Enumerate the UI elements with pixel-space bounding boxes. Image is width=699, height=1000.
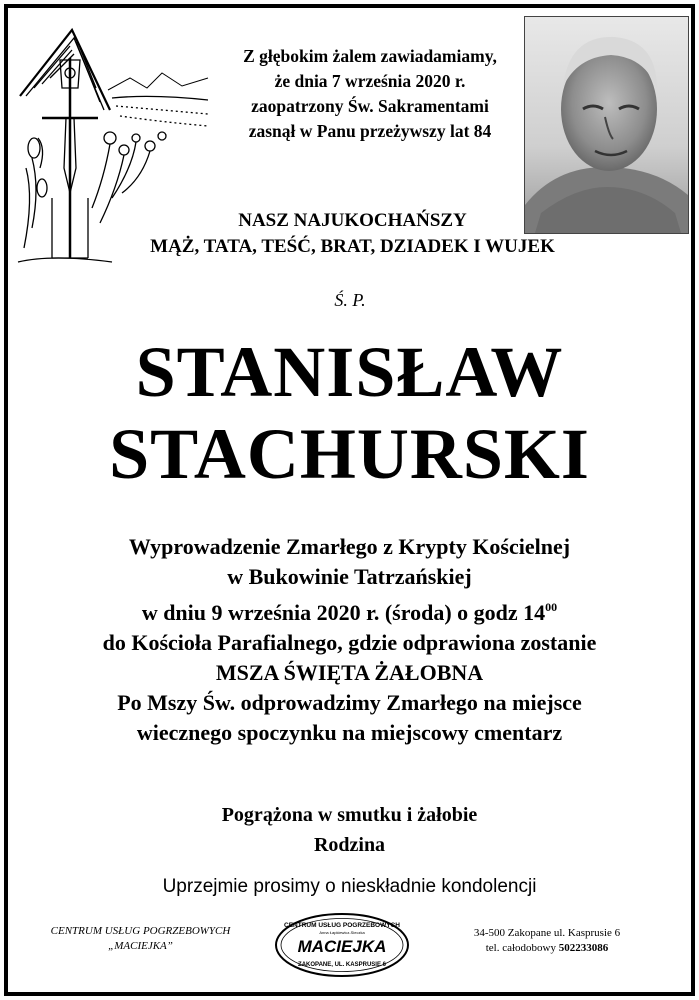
- deceased-last-name: STACHURSKI: [109, 414, 590, 494]
- relation-line: MĄŻ, TATA, TEŚĆ, BRAT, DZIADEK I WUJEK: [150, 236, 555, 257]
- logo-top-text: CENTRUM USŁUG POGRZEBOWYCH: [284, 922, 400, 929]
- intro-line: zasnął w Panu przeżywszy lat 84: [248, 121, 492, 141]
- intro-line: Z głębokim żalem zawiadamiamy,: [243, 46, 497, 66]
- logo-main-text: MACIEJKA: [297, 937, 387, 956]
- ceremony-line: MSZA ŚWIĘTA ŻAŁOBNA: [215, 660, 484, 685]
- ceremony-line: Wyprowadzenie Zmarłego z Krypty Kościelnej: [128, 534, 571, 559]
- funeral-home-logo: [273, 912, 411, 978]
- honorific: Ś. P.: [334, 290, 366, 310]
- funeral-home-phone-line: [432, 941, 662, 956]
- funeral-home-name: [18, 924, 263, 954]
- funeral-home-contact: [432, 926, 662, 956]
- mourners: [0, 800, 699, 860]
- funeral-home-address: 34-500 Zakopane ul. Kasprusie 6: [473, 927, 621, 939]
- ceremony-minutes: 00: [545, 600, 558, 614]
- logo-bottom-text: ZAKOPANE, UL. KASPRUSIE 6: [298, 962, 386, 968]
- ceremony-date-time: w dniu 9 września 2020 r. (środa) o godz 14: [141, 600, 546, 625]
- phone-number: 502233086: [558, 942, 609, 954]
- mourners-line: Rodzina: [313, 834, 386, 856]
- ceremony-line: [0, 592, 699, 628]
- funeral-home-line: CENTRUM USŁUG POGRZEBOWYCH: [50, 925, 231, 937]
- ceremony-line: w Bukowinie Tatrzańskiej: [227, 564, 472, 589]
- phone-label: tel. całodobowy: [485, 942, 556, 954]
- intro-line: że dnia 7 września 2020 r.: [274, 71, 466, 91]
- condolences-note: Uprzejmie prosimy o nieskładnie kondolencji: [162, 876, 537, 897]
- portrait-silhouette: [525, 17, 688, 233]
- ceremony-line: do Kościoła Parafialnego, gdzie odprawiona zostanie: [102, 630, 597, 655]
- relation-line: NASZ NAJUKOCHAŃSZY: [238, 210, 467, 231]
- logo-small-text: Anna Łapkiewicz-Sieczka: [319, 930, 365, 935]
- mourners-line: Pogrążona w smutku i żałobie: [221, 804, 478, 826]
- deceased-first-name: STANISŁAW: [135, 332, 564, 412]
- announcement-intro: [205, 44, 535, 144]
- ceremony-line: Po Mszy Św. odprowadzimy Zmarłego na miejsce: [117, 690, 582, 715]
- funeral-home-line: „MACIEJKA”: [108, 940, 173, 952]
- intro-line: zaopatrzony Św. Sakramentami: [251, 96, 489, 116]
- ceremony-details: [0, 532, 699, 748]
- portrait-photo: [524, 16, 689, 234]
- ceremony-line: wiecznego spoczynku na miejscowy cmentarz: [136, 720, 563, 745]
- family-relation: [80, 208, 625, 260]
